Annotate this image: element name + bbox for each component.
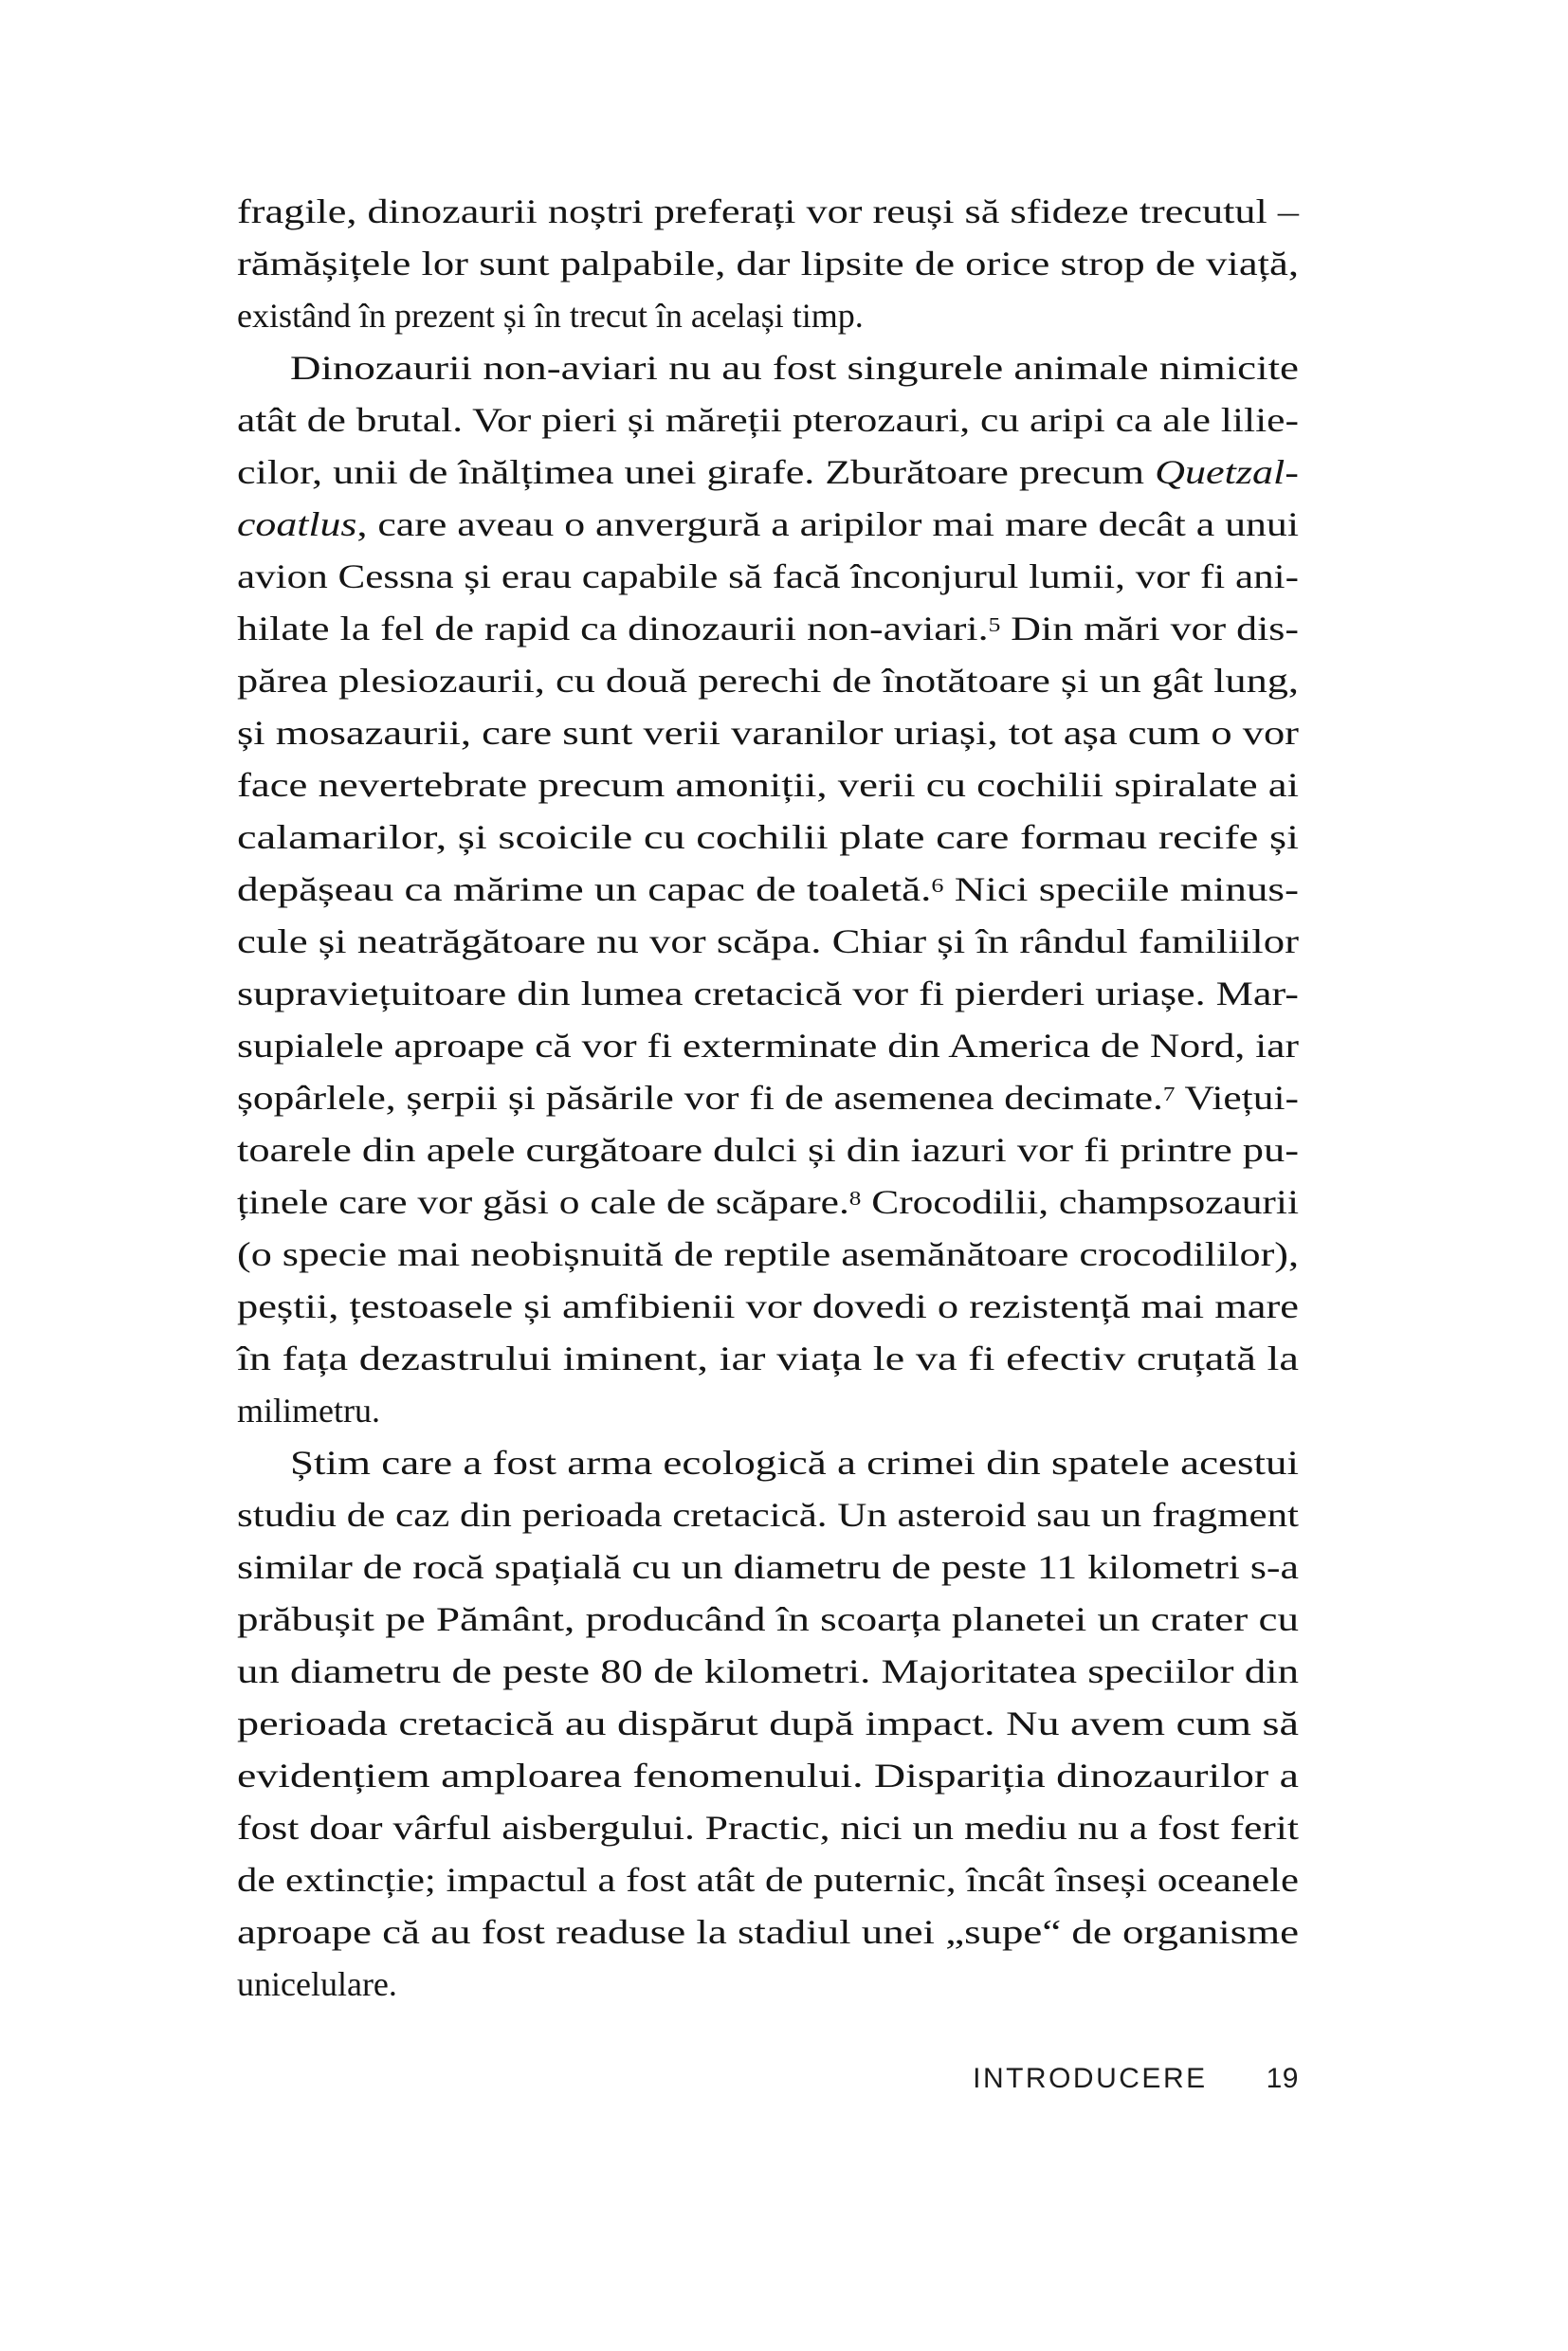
page-number: 19	[1266, 2063, 1299, 2094]
text-run: perioada cretacică au dispărut după impact. Nu avem cum să	[237, 1704, 1299, 1742]
text-run: unicelulare.	[237, 1965, 397, 2003]
text-line-content	[237, 394, 1299, 447]
text-run: supialele aproape că vor fi exterminate din America de Nord, iar	[237, 1027, 1299, 1065]
text-line	[237, 1802, 1299, 1854]
text-run: calamarilor, și scoicile cu cochilii plate care formau recife și	[237, 818, 1299, 856]
running-header: INTRODUCERE	[973, 2063, 1208, 2094]
text-line	[237, 1646, 1299, 1698]
text-line-content	[237, 916, 1299, 968]
text-run: Știm care a fost arma ecologică a crimei din spatele acestui	[290, 1444, 1299, 1482]
text-run: peștii, țestoasele și amfibienii vor dovedi o rezistență mai mare	[237, 1287, 1299, 1325]
text-line	[237, 759, 1299, 811]
text-run: șopârlele, șerpii și păsările vor fi de asemenea decimate.	[237, 1079, 1163, 1117]
footnote-reference: 5	[988, 612, 1001, 636]
text-line	[237, 1489, 1299, 1541]
text-line	[237, 1906, 1299, 1959]
text-line	[237, 499, 1299, 551]
text-line	[237, 1541, 1299, 1594]
text-run: Nici speciile minus-	[943, 870, 1299, 908]
text-line-content	[237, 811, 1299, 864]
text-line-content	[237, 1646, 1299, 1698]
text-line-content	[237, 968, 1299, 1020]
paragraph	[237, 186, 1299, 342]
text-line-content	[237, 1594, 1299, 1646]
text-run: Crocodilii, champsozaurii	[861, 1183, 1299, 1221]
text-line-content	[237, 864, 1299, 916]
paragraph	[237, 1437, 1299, 2011]
text-run: de extincție; impactul a fost atât de puternic, încât înseși oceanele	[237, 1861, 1299, 1899]
footnote-reference: 8	[848, 1186, 862, 1210]
text-run: studiu de caz din perioada cretacică. Un asteroid sau un fragment	[237, 1496, 1299, 1534]
text-line-content	[237, 1020, 1299, 1072]
text-run: cilor, unii de înălțimea unei girafe. Zburătoare precum	[237, 453, 1156, 491]
text-line	[237, 655, 1299, 707]
text-run: Din mări vor dis-	[1000, 610, 1299, 647]
text-line-content	[237, 1229, 1299, 1281]
text-line	[237, 290, 1299, 342]
text-run: fost doar vârful aisbergului. Practic, nici un mediu nu a fost ferit	[237, 1809, 1299, 1847]
paragraph	[237, 342, 1299, 1437]
footnote-reference: 6	[931, 873, 944, 897]
text-line	[237, 238, 1299, 290]
text-line-content	[290, 1437, 1299, 1489]
text-line	[237, 811, 1299, 864]
text-line-content	[237, 603, 1299, 655]
text-line-content	[237, 238, 1299, 290]
text-line	[237, 447, 1299, 499]
text-line	[237, 1698, 1299, 1750]
text-line-content	[237, 447, 1299, 499]
text-line-content	[237, 1176, 1299, 1229]
text-line-content	[237, 1333, 1299, 1385]
text-line	[237, 1281, 1299, 1333]
text-run: similar de rocă spațială cu un diametru de peste 11 kilometri s-a	[237, 1548, 1299, 1586]
text-line-content	[237, 1489, 1299, 1541]
text-run: atât de brutal. Vor pieri și măreții pterozauri, cu aripi ca ale lilie-	[237, 401, 1299, 439]
text-line	[237, 1176, 1299, 1229]
species-name-italic: Quetzal-	[1155, 453, 1299, 491]
text-line	[237, 1072, 1299, 1124]
text-run: toarele din apele curgătoare dulci și din iazuri vor fi printre pu-	[237, 1131, 1299, 1169]
text-line-content	[237, 759, 1299, 811]
text-line-content	[237, 1698, 1299, 1750]
text-line	[237, 864, 1299, 916]
text-line-content	[237, 1906, 1299, 1959]
text-line	[237, 1385, 1299, 1437]
text-run: Dinozaurii non-aviari nu au fost singurele animale nimicite	[290, 349, 1299, 387]
text-line-content	[237, 1854, 1299, 1906]
text-line	[237, 551, 1299, 603]
text-run: evidențiem amploarea fenomenului. Dispariția dinozaurilor a	[237, 1757, 1299, 1795]
text-line-content	[237, 655, 1299, 707]
text-line	[237, 1750, 1299, 1802]
text-line	[237, 1124, 1299, 1176]
text-run: supraviețuitoare din lumea cretacică vor fi pierderi uriașe. Mar-	[237, 975, 1299, 1012]
text-run: rămășițele lor sunt palpabile, dar lipsite de orice strop de viață,	[237, 245, 1299, 282]
text-line	[237, 1020, 1299, 1072]
text-run: depășeau ca mărime un capac de toaletă.	[237, 870, 932, 908]
text-run: face nevertebrate precum amoniții, verii cu cochilii spiralate ai	[237, 766, 1299, 804]
text-run: milimetru.	[237, 1392, 380, 1430]
page-text	[237, 186, 1299, 2011]
text-line-content	[237, 1959, 397, 2011]
text-run: prăbușit pe Pământ, producând în scoarța planetei un crater cu	[237, 1600, 1299, 1638]
text-line-content	[237, 1750, 1299, 1802]
species-name-italic: coatlus	[237, 505, 357, 543]
text-run: părea plesiozaurii, cu două perechi de înotătoare și un gât lung,	[237, 662, 1299, 700]
text-run: fragile, dinozaurii noștri preferați vor reuși să sfideze trecutul –	[237, 192, 1299, 230]
text-run: aproape că au fost readuse la stadiul unei „supe“ de organisme	[237, 1913, 1299, 1951]
text-run: (o specie mai neobișnuită de reptile asemănătoare crocodililor),	[237, 1235, 1299, 1273]
text-line-content	[237, 1124, 1299, 1176]
text-line	[237, 603, 1299, 655]
text-line-content	[237, 1281, 1299, 1333]
text-run: existând în prezent și în trecut în același timp.	[237, 297, 864, 335]
text-line-content	[237, 707, 1299, 759]
text-line	[237, 1437, 1299, 1489]
text-run: hilate la fel de rapid ca dinozaurii non-aviari.	[237, 610, 989, 647]
text-run: ținele care vor găsi o cale de scăpare.	[237, 1183, 849, 1221]
text-line	[237, 1229, 1299, 1281]
text-line-content	[290, 342, 1299, 394]
footnote-reference: 7	[1162, 1082, 1176, 1105]
text-run: , care aveau o anvergură a aripilor mai mare decât a unui	[356, 505, 1300, 543]
text-run: cule și neatrăgătoare nu vor scăpa. Chiar și în rândul familiilor	[237, 922, 1299, 960]
text-run: un diametru de peste 80 de kilometri. Majoritatea speciilor din	[237, 1652, 1299, 1690]
text-line	[237, 1333, 1299, 1385]
text-line-content	[237, 290, 864, 342]
text-line	[237, 394, 1299, 447]
text-run: Viețui-	[1175, 1079, 1299, 1117]
text-line	[237, 186, 1299, 238]
text-line	[237, 968, 1299, 1020]
text-run: avion Cessna și erau capabile să facă înconjurul lumii, vor fi ani-	[237, 557, 1299, 595]
text-line-content	[237, 1802, 1299, 1854]
text-line	[237, 1959, 1299, 2011]
text-line-content	[237, 499, 1299, 551]
text-line-content	[237, 1072, 1299, 1124]
text-line	[237, 1854, 1299, 1906]
text-line-content	[237, 186, 1299, 238]
text-run: în fața dezastrului iminent, iar viața le va fi efectiv cruțată la	[237, 1340, 1299, 1377]
text-line	[237, 342, 1299, 394]
page-footer	[237, 2063, 1299, 2095]
text-line-content	[237, 1385, 380, 1437]
text-line-content	[237, 1541, 1299, 1594]
text-run: și mosazaurii, care sunt verii varanilor uriași, tot așa cum o vor	[237, 714, 1299, 752]
text-line-content	[237, 551, 1299, 603]
text-line	[237, 707, 1299, 759]
text-line	[237, 1594, 1299, 1646]
text-line	[237, 916, 1299, 968]
